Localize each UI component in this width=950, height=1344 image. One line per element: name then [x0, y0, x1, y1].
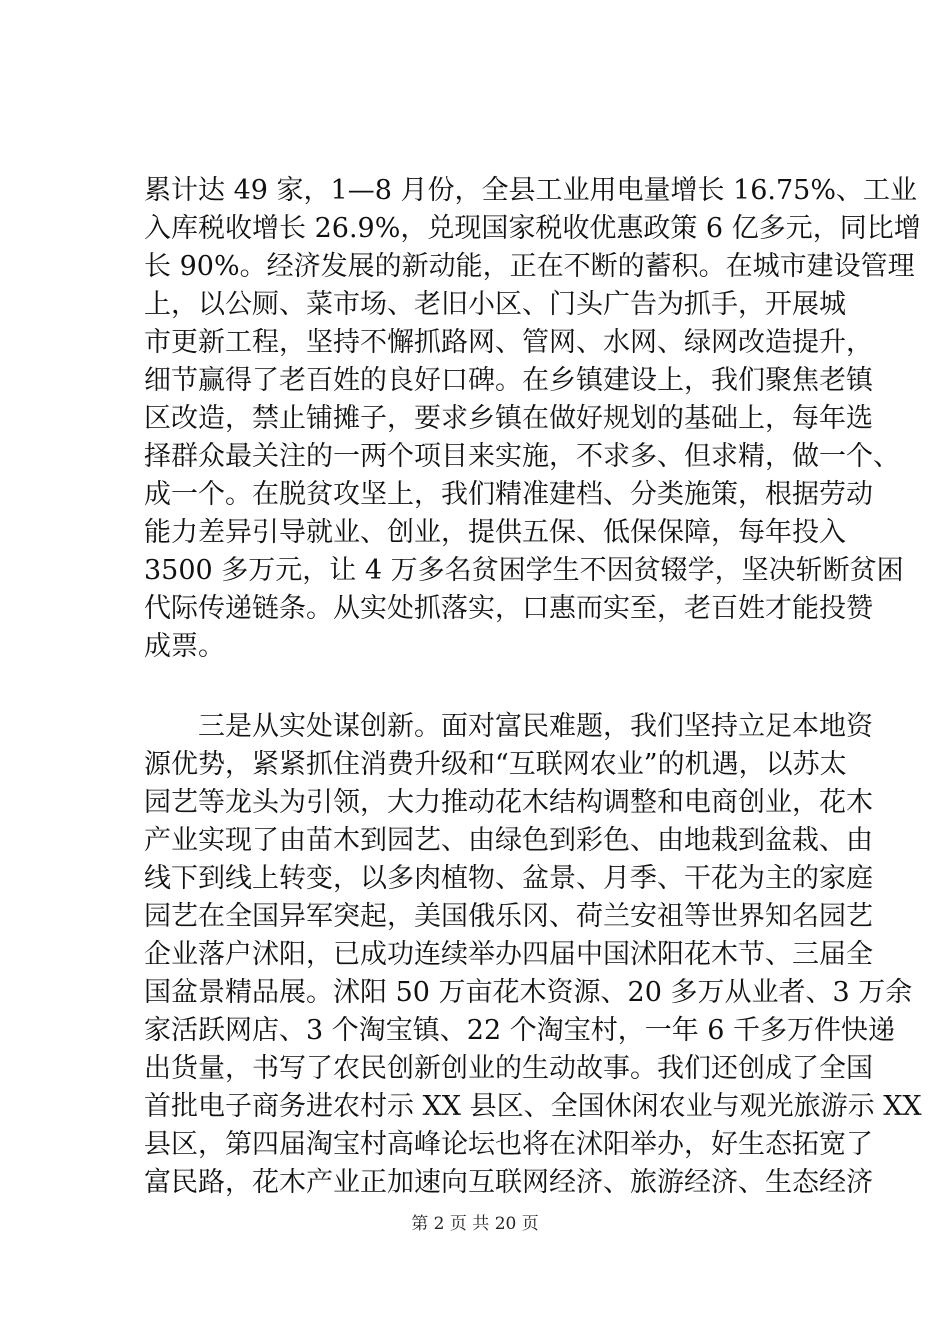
paragraph-1-line-1: 累计达 49 家，1—8 月份，全县工业用电量增长 16.75%、工业 [144, 175, 917, 206]
paragraph-1-line-2: 入库税收增长 26.9%，兑现国家税收优惠政策 6 亿多元，同比增 [144, 213, 921, 244]
paragraph-2-line-1: 三是从实处谋创新。面对富民难题，我们坚持立足本地资 [198, 711, 873, 742]
paragraph-1-line-4: 上，以公厕、菜市场、老旧小区、门头广告为抓手，开展城 [144, 289, 846, 320]
paragraph-1-line-3: 长 90%。经济发展的新动能，正在不断的蓄积。在城市建设管理 [144, 251, 915, 282]
paragraph-1-line-5: 市更新工程，坚持不懈抓路网、管网、水网、绿网改造提升， [144, 327, 873, 358]
paragraph-2-line-6: 园艺在全国异军突起，美国俄乐冈、荷兰安祖等世界知名园艺 [144, 901, 873, 932]
paragraph-2-line-7: 企业落户沭阳，已成功连续举办四届中国沭阳花木节、三届全 [144, 939, 873, 970]
paragraph-2-line-3: 园艺等龙头为引领，大力推动花木结构调整和电商创业，花木 [144, 787, 873, 818]
paragraph-1-line-6: 细节赢得了老百姓的良好口碑。在乡镇建设上，我们聚焦老镇 [144, 365, 873, 396]
paragraph-1-line-10: 能力差异引导就业、创业，提供五保、低保保障，每年投入 [144, 517, 846, 548]
paragraph-2-line-13: 富民路，花木产业正加速向互联网经济、旅游经济、生态经济 [144, 1167, 873, 1198]
paragraph-1-line-9: 成一个。在脱贫攻坚上，我们精准建档、分类施策，根据劳动 [144, 479, 873, 510]
paragraph-1-line-13: 成票。 [144, 631, 225, 662]
paragraph-1-line-7: 区改造，禁止铺摊子，要求乡镇在做好规划的基础上，每年选 [144, 403, 873, 434]
paragraph-2-line-5: 线下到线上转变，以多肉植物、盆景、月季、干花为主的家庭 [144, 863, 873, 894]
paragraph-2-line-4: 产业实现了由苗木到园艺、由绿色到彩色、由地栽到盆栽、由 [144, 825, 873, 856]
paragraph-2-line-9: 家活跃网店、3 个淘宝镇、22 个淘宝村，一年 6 千多万件快递 [144, 1015, 896, 1046]
paragraph-1-line-12: 代际传递链条。从实处抓落实，口惠而实至，老百姓才能投赞 [144, 593, 873, 624]
page-footer: 第 2 页 共 20 页 [411, 1214, 539, 1234]
paragraph-2-line-12: 县区，第四届淘宝村高峰论坛也将在沭阳举办，好生态拓宽了 [144, 1129, 873, 1160]
paragraph-2-line-2: 源优势，紧紧抓住消费升级和“互联网农业”的机遇，以苏太 [144, 749, 847, 780]
paragraph-2-line-10: 出货量，书写了农民创新创业的生动故事。我们还创成了全国 [144, 1053, 873, 1084]
paragraph-2-line-11: 首批电子商务进农村示 XX 县区、全国休闲农业与观光旅游示 XX [144, 1091, 922, 1122]
paragraph-2-line-8: 国盆景精品展。沭阳 50 万亩花木资源、20 多万从业者、3 万余 [144, 977, 913, 1008]
paragraph-1-line-11: 3500 多万元，让 4 万多名贫困学生不因贫辍学，坚决斩断贫困 [144, 555, 904, 586]
paragraph-1-line-8: 择群众最关注的一两个项目来实施，不求多、但求精，做一个、 [144, 441, 900, 472]
